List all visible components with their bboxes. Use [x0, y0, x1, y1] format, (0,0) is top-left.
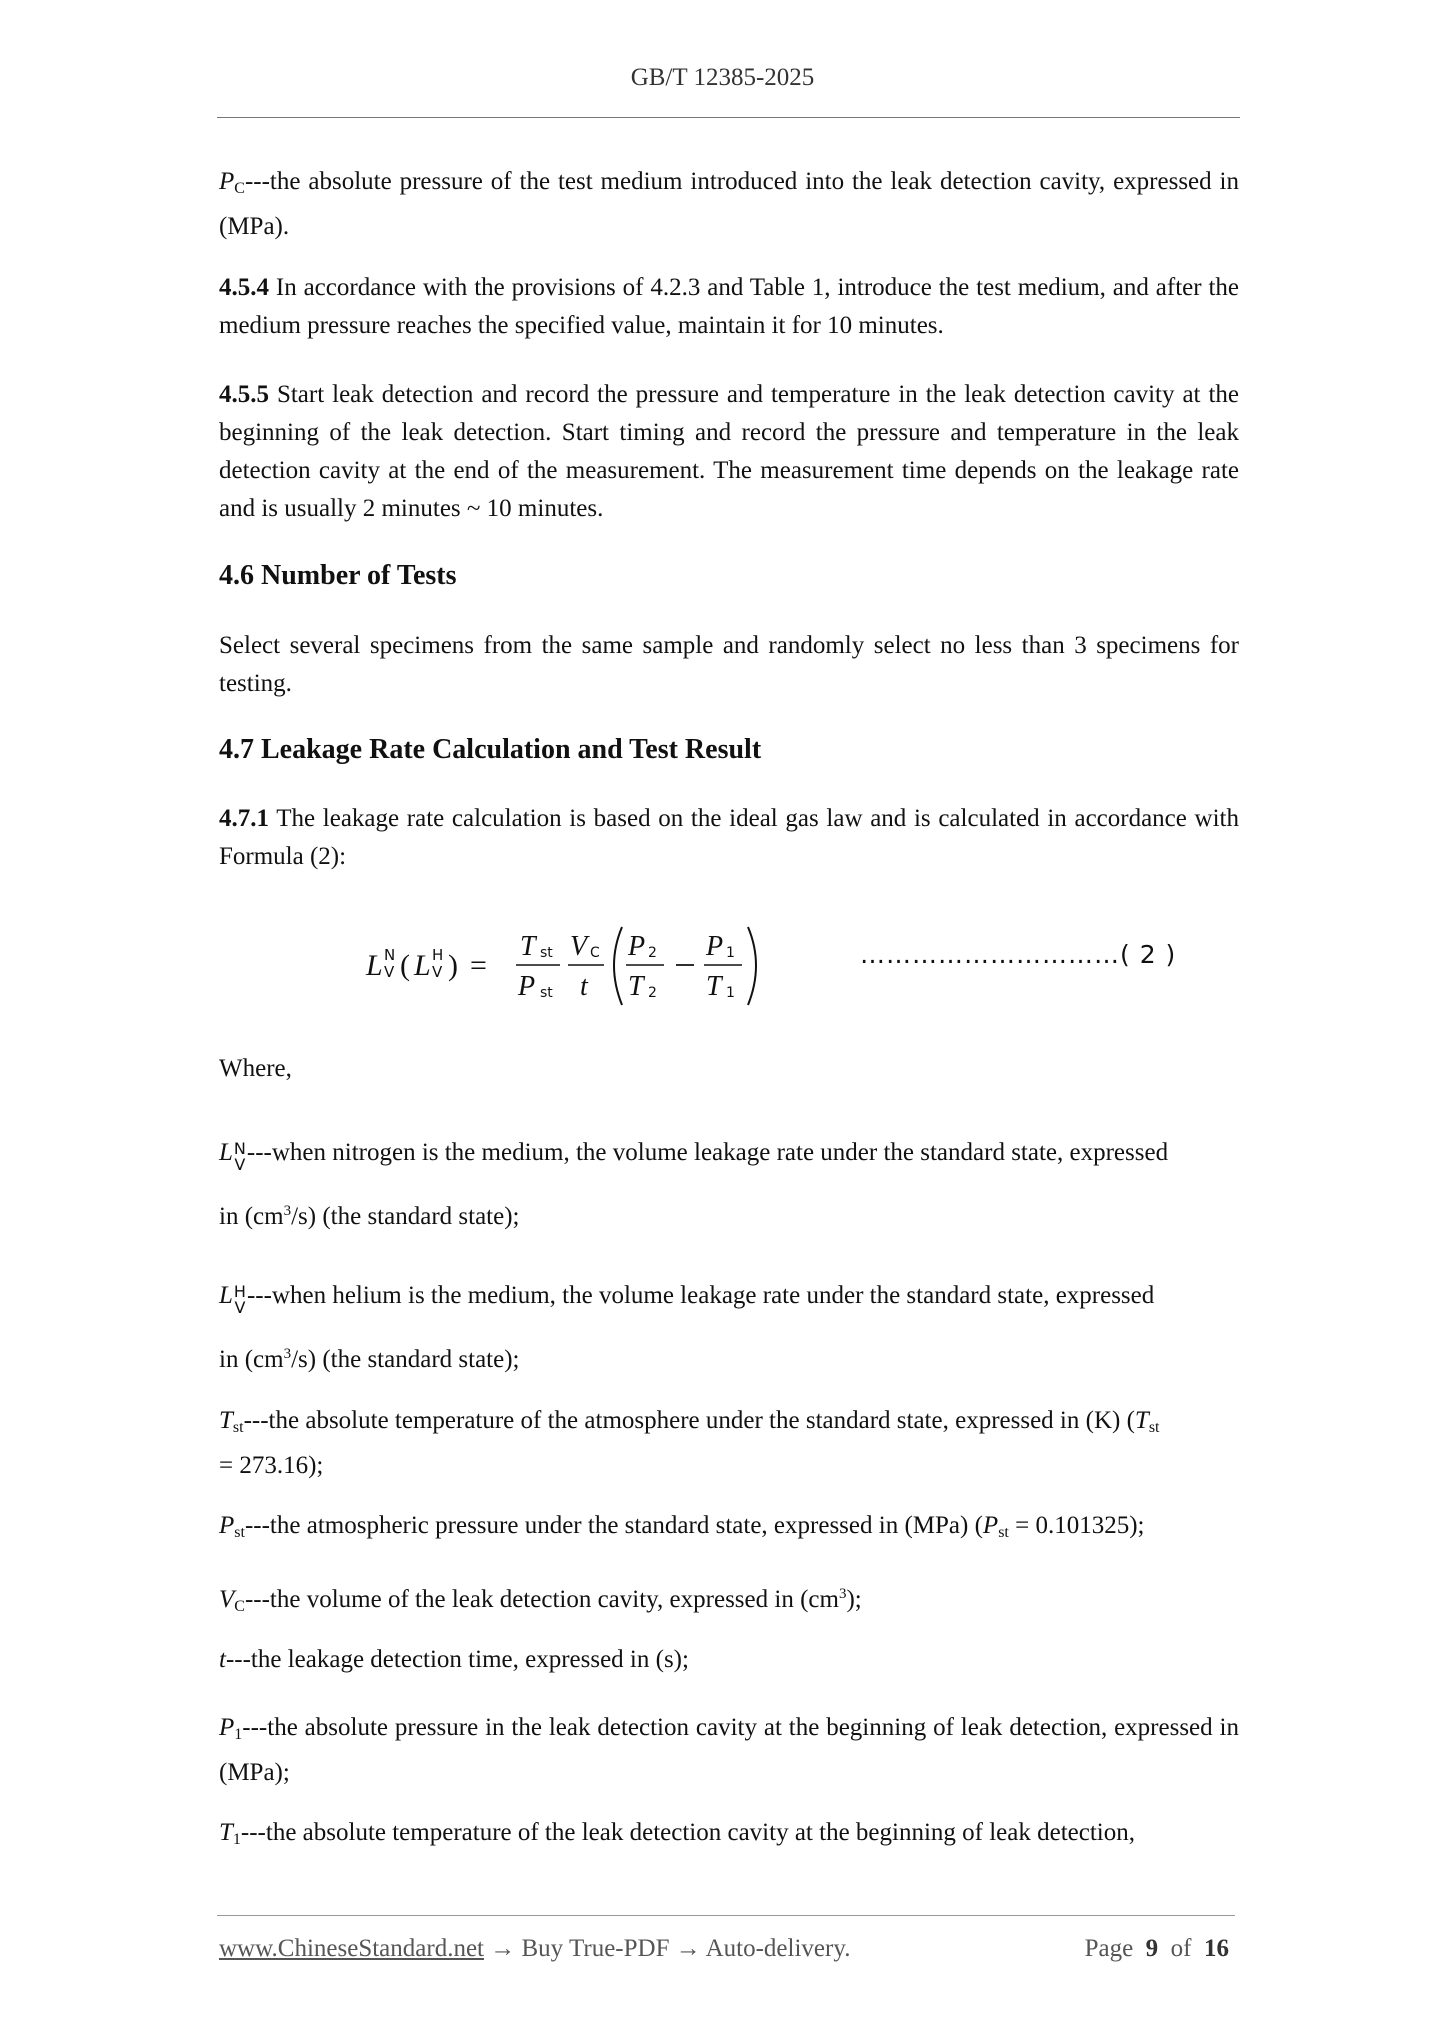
definition-text: ---the absolute pressure of the test medium introduced into the leak detection cavity, expressed in (MPa).: [219, 168, 1239, 240]
footer-link[interactable]: www.ChineseStandard.net: [219, 1935, 484, 1962]
formula-sup-h: H: [432, 946, 444, 964]
formula-p2: P: [628, 931, 646, 962]
clause-text: In accordance with the provisions of 4.2.3 and Table 1, introduce the test medium, and after the medium pressure reaches the specified value, maintain it for 10 minutes.: [219, 274, 1239, 339]
heading-4-7: 4.7 Leakage Rate Calculation and Test Result: [219, 734, 762, 765]
formula-p1-sub: 1: [726, 945, 735, 961]
formula-p2-sub: 2: [648, 945, 657, 961]
formula-vc: V: [570, 931, 588, 962]
def-lvh-line2: in $(cm^3/s)$ (the standard state);: [219, 1346, 520, 1373]
formula-sub-v: V: [384, 963, 395, 981]
formula-t1-sub: 1: [726, 985, 735, 1001]
formula-p1: P: [706, 931, 724, 962]
def-vc: $V_C--$-the volume of the leak detection cavity, expressed in $(cm^3)$;: [219, 1586, 862, 1615]
arrow-icon: →: [675, 1935, 701, 1962]
formula-paren-open: (: [400, 949, 410, 982]
footer-divider: [217, 1915, 1235, 1916]
clause-4-5-5: [219, 376, 1239, 528]
definition-text: ---when helium is the medium, the volume leakage rate under the standard state, expressed: [246, 1282, 1155, 1309]
clause-number: 4.7.1: [219, 805, 269, 832]
formula-vc-sub: C: [590, 945, 600, 961]
symbol: P: [219, 168, 235, 195]
formula-big-paren-open: [614, 927, 622, 1005]
arrow-icon: →: [490, 1935, 516, 1962]
formula-t2-sub: 2: [648, 985, 657, 1001]
page-number: Page 9 of 16: [1084, 1935, 1229, 1962]
formula-sup-n: N: [384, 946, 396, 964]
def-lvn: [219, 1133, 1239, 1173]
def-lvn-line2: in $(cm^3/s)$ (the standard state);: [219, 1203, 520, 1230]
formula-l-2: L: [414, 949, 431, 982]
clause-text: The leakage rate calculation is based on the ideal gas law and is calculated in accordance with Formula (2):: [219, 805, 1239, 870]
symbol: L: [219, 1139, 233, 1166]
symbol: L: [219, 1282, 233, 1309]
clause-number: 4.5.4: [219, 274, 269, 301]
clause-text: Start leak detection and record the pressure and temperature in the leak detection cavity at the beginning of the leak detection. Start timing and record the pressure and temperature in the leak detection cavity at the end of the measurement. The measurement time depends on the leakage rate and is usually 2 minutes ~ 10 minutes.: [219, 381, 1239, 522]
formula-t2: T: [628, 971, 644, 1002]
heading-4-6: 4.6 Number of Tests: [219, 560, 457, 591]
formula-t: t: [580, 971, 588, 1002]
formula-number: …………………………( 2 ): [860, 940, 1177, 969]
header-divider: [217, 117, 1240, 118]
formula-pst-sub: st: [540, 985, 553, 1001]
def-t: t---the leakage detection time, expressed in (s);: [219, 1646, 689, 1673]
formula-pst: P: [518, 971, 536, 1002]
where-label: Where,: [219, 1055, 292, 1082]
clause-number: 4.5.5: [219, 381, 269, 408]
formula-tst-sub: st: [540, 945, 553, 961]
definition-text: ---when nitrogen is the medium, the volume leakage rate under the standard state, expressed: [246, 1139, 1169, 1166]
sup-sub-stack: N V: [233, 1139, 246, 1174]
formula-equals: =: [470, 949, 487, 982]
formula-big-paren-close: [748, 927, 756, 1005]
def-tst: $T_{st}--$-the absolute temperature of the atmosphere under the standard state, expressed in (K) ($T_{st}$ = 273.16);: [219, 1407, 1160, 1479]
def-pst: $P_{st}--$-the atmospheric pressure under the standard state, expressed in (MPa) $(P_{st} = 0.101325)$;: [219, 1512, 1145, 1541]
formula-sub-v-2: V: [432, 963, 443, 981]
formula-tst: T: [520, 931, 536, 962]
page-header-title: GB/T 12385-2025: [630, 64, 815, 91]
clause-4-7-1: [219, 800, 1239, 876]
def-p1: $P_1--$-the absolute pressure in the leak detection cavity at the beginning of leak detection, expressed in (MPa);: [219, 1714, 1239, 1786]
footer-links: www.ChineseStandard.net → Buy True-PDF → Auto-delivery.: [219, 1935, 851, 1962]
pc-definition: [219, 163, 1239, 246]
def-lvh: [219, 1276, 1239, 1316]
subscript: C: [234, 180, 245, 197]
formula-l: L: [366, 949, 383, 982]
clause-4-5-4: [219, 269, 1239, 345]
formula-t1: T: [706, 971, 722, 1002]
def-t1: $T_1--$-the absolute temperature of the leak detection cavity at the beginning of leak detection,: [219, 1819, 1135, 1848]
sup-sub-stack: H V: [233, 1282, 246, 1317]
paragraph-4-6: Select several specimens from the same sample and randomly select no less than 3 specimens for testing.: [219, 632, 1239, 697]
formula-paren-close: ): [448, 949, 458, 982]
